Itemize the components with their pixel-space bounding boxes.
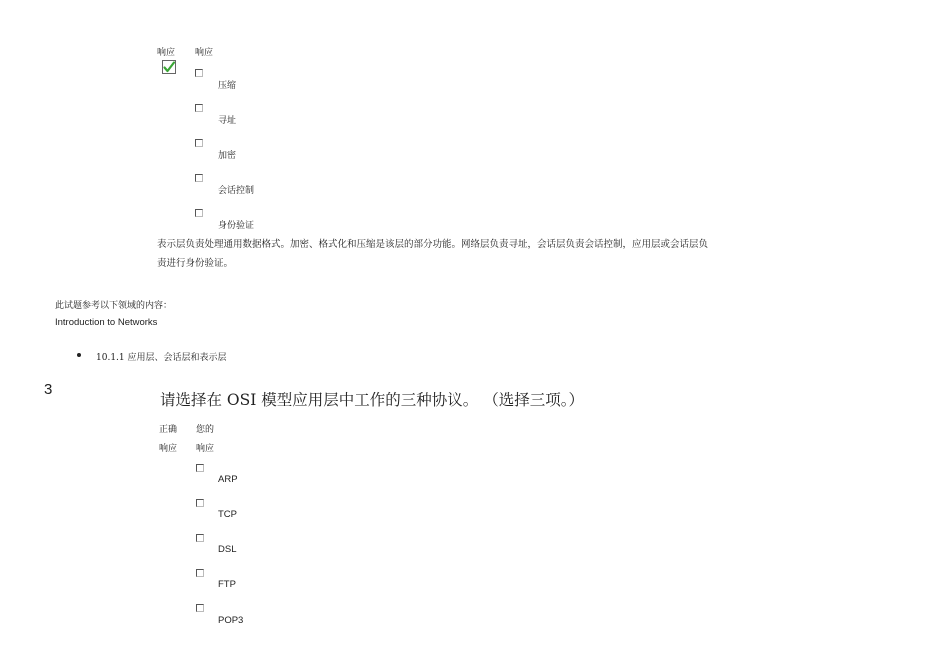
correct-response-header-line2: 响应 <box>159 444 178 454</box>
reference-course: Introduction to Networks <box>55 317 158 328</box>
answer-checkbox[interactable] <box>195 174 203 182</box>
correct-response-header: 响应 <box>157 48 176 58</box>
option-label: 会话控制 <box>218 186 255 196</box>
question-number: 3 <box>44 381 53 398</box>
your-response-header-line1: 您的 <box>196 425 215 435</box>
option-label: 加密 <box>218 151 237 161</box>
answer-checkbox[interactable] <box>196 604 204 612</box>
reference-intro: 此试题参考以下领域的内容： <box>55 301 173 311</box>
answer-checkbox[interactable] <box>195 139 203 147</box>
answer-checkbox[interactable] <box>196 499 204 507</box>
answer-checkbox[interactable] <box>196 569 204 577</box>
explanation-text: 表示层负责处理通用数据格式。加密、格式化和压缩是该层的部分功能。网络层负责寻址，会话层负责会话控制，应用层或会话层负责进行身份验证。 <box>157 239 709 269</box>
option-label: 压缩 <box>218 81 237 91</box>
answer-checkbox[interactable] <box>195 69 203 77</box>
option-label: 寻址 <box>218 116 237 126</box>
answer-checkbox[interactable] <box>195 104 203 112</box>
your-response-header: 响应 <box>195 48 214 58</box>
answer-checkbox[interactable] <box>196 534 204 542</box>
option-label: DSL <box>218 544 237 555</box>
option-label: FTP <box>218 579 236 590</box>
option-label: POP3 <box>218 615 244 626</box>
option-label: TCP <box>218 509 237 520</box>
bullet-icon <box>77 353 81 357</box>
correct-response-header-line1: 正确 <box>159 425 178 435</box>
your-response-header-line2: 响应 <box>196 444 215 454</box>
reference-item-link[interactable]: 10.1.1 应用层、会话层和表示层 <box>96 353 227 363</box>
correct-check-icon <box>162 60 176 74</box>
answer-checkbox[interactable] <box>195 209 203 217</box>
option-label: 身份验证 <box>218 221 255 231</box>
option-label: ARP <box>218 474 238 485</box>
answer-checkbox[interactable] <box>196 464 204 472</box>
question-text: 请选择在 OSI 模型应用层中工作的三种协议。 （选择三项。） <box>160 391 584 409</box>
